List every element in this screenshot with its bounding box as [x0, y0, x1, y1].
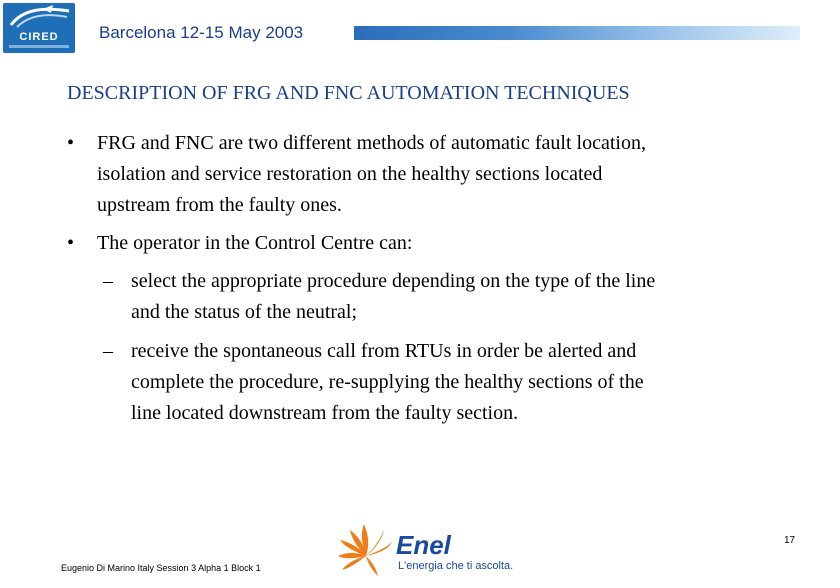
bullet-marker: • [67, 232, 75, 254]
sub-bullet-marker: – [103, 340, 113, 362]
enel-slogan: L'energia che ti ascolta. [398, 560, 514, 572]
sub-bullet-line: receive the spontaneous call from RTUs in order be alerted and [131, 340, 637, 362]
bullet-line: FRG and FNC are two different methods of automatic fault location, [97, 132, 646, 154]
sub-bullet-line: and the status of the neutral; [131, 301, 358, 323]
sub-bullet-marker: – [103, 270, 113, 292]
logo-text: CIRED [19, 31, 59, 43]
logo-underline [9, 45, 69, 48]
sub-bullet-line: select the appropriate procedure depending on the type of the line [131, 270, 656, 292]
bullet-marker: • [67, 132, 75, 154]
bullet-line: The operator in the Control Centre can: [97, 232, 413, 254]
bullet-line: upstream from the faulty ones. [97, 194, 342, 216]
header-gradient-bar [354, 26, 800, 40]
slide-title: DESCRIPTION OF FRG AND FNC AUTOMATION TECHNIQUES [67, 82, 630, 104]
sub-bullet-line: complete the procedure, re-supplying the healthy sections of the [131, 371, 644, 393]
footer-author: Eugenio Di Marino Italy Session 3 Alpha 1 Block 1 [61, 563, 261, 573]
header-title: Barcelona 12-15 May 2003 [99, 23, 304, 42]
sub-bullet-line: line located downstream from the faulty section. [131, 402, 519, 424]
bullet-line: isolation and service restoration on the healthy sections located [97, 163, 603, 185]
cired-logo-icon [3, 3, 75, 33]
page-number: 17 [784, 535, 796, 546]
cired-logo [3, 3, 75, 53]
slide-header [0, 0, 840, 56]
enel-brand-name: Enel [396, 530, 451, 560]
enel-logo-icon [336, 522, 396, 578]
